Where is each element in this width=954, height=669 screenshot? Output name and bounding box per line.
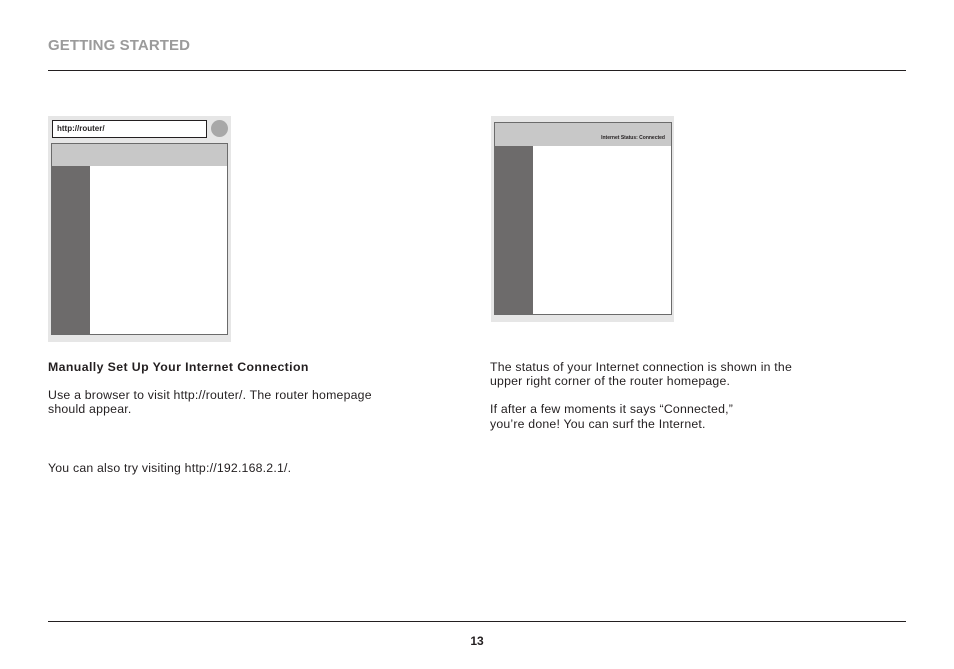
- connected-note-line: you’re done! You can surf the Internet.: [490, 417, 706, 431]
- homepage-header-bar: [52, 144, 227, 166]
- router-homepage-frame: [494, 122, 672, 315]
- instruction-line: Use a browser to visit http://router/. The router homepage: [48, 388, 372, 402]
- address-bar: http://router/: [52, 120, 207, 138]
- instruction-line: should appear.: [48, 402, 132, 416]
- manual-setup-heading: Manually Set Up Your Internet Connection: [48, 360, 309, 374]
- page-number: 13: [470, 634, 484, 648]
- internet-status-label: Internet Status: Connected: [495, 123, 671, 146]
- status-description-line: The status of your Internet connection is shown in the: [490, 360, 792, 374]
- homepage-sidebar: [52, 166, 90, 334]
- alternate-address-text: You can also try visiting http://192.168.2.1/.: [48, 461, 292, 475]
- connected-note-line: If after a few moments it says “Connected,”: [490, 402, 734, 416]
- section-title: GETTING STARTED: [48, 37, 191, 54]
- go-button-icon: [211, 120, 228, 137]
- footer-divider: [48, 621, 906, 622]
- homepage-sidebar: [495, 146, 533, 314]
- router-homepage-frame: [51, 143, 228, 335]
- browser-illustration-left: [48, 116, 231, 342]
- status-description-line: upper right corner of the router homepage.: [490, 374, 731, 388]
- browser-illustration-right: [491, 116, 674, 322]
- header-divider: [48, 70, 906, 71]
